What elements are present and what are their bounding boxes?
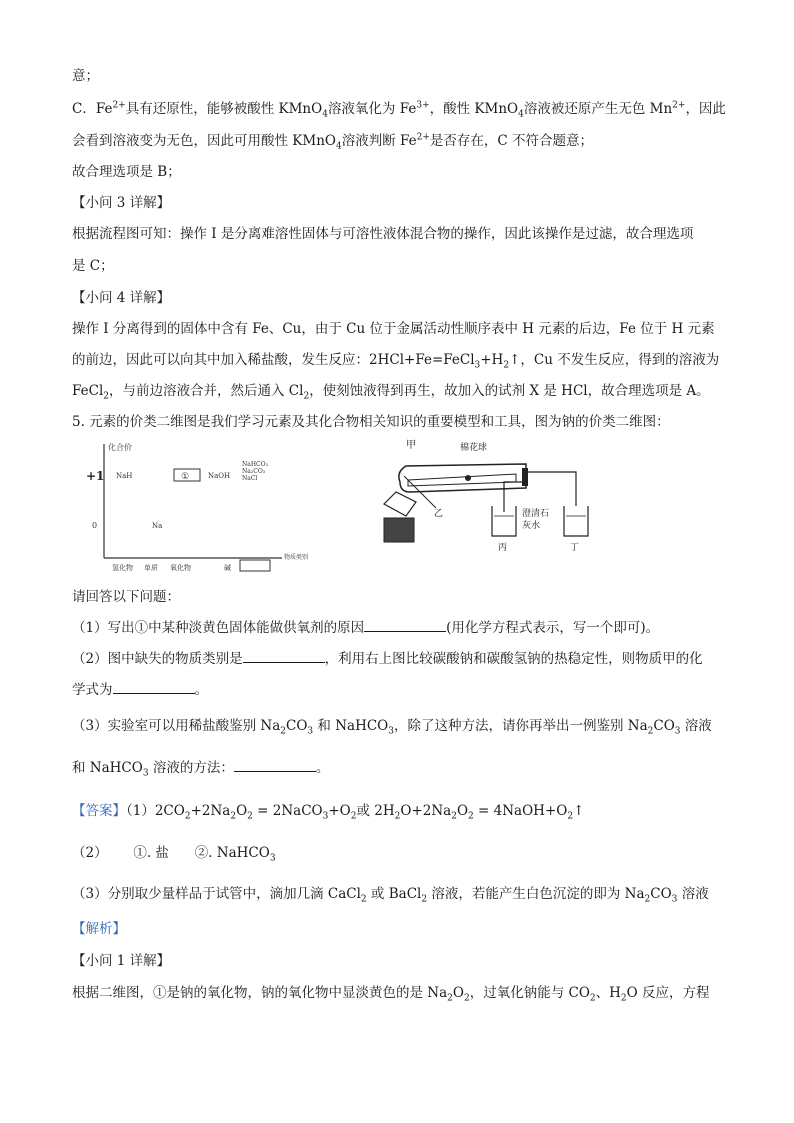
label-yi: 乙 bbox=[434, 509, 444, 519]
valence-class-chart bbox=[82, 436, 309, 576]
label-jia: 甲 bbox=[406, 440, 416, 451]
x-cat-2: 单质 bbox=[144, 564, 158, 572]
question-1: （1）写出①中某种淡黄色固体能做供氧剂的原因 (用化学方程式表示，写一个即可)。 bbox=[72, 620, 660, 636]
question-3: （3）实验室可以用稀盐酸鉴别 $Na_2CO_3$ 和 NaHCO$_3$，除了这种方法，请你再举出一例鉴别 $Na_2CO_3$ 溶液 bbox=[72, 718, 712, 737]
section-heading: 【小问 1 详解】 bbox=[72, 953, 171, 969]
label-ding: 丁 bbox=[570, 543, 580, 553]
y-axis-label: 化合价 bbox=[108, 443, 132, 452]
answer-blank[interactable] bbox=[243, 650, 325, 663]
text-line: FeCl$_2$，与前边溶液合并，然后通入 $Cl_2$，使刻蚀液得到再生，故加入的试剂 X 是 HCl，故合理选项是 A。 bbox=[72, 383, 710, 402]
text-line: 的前边，因此可以向其中加入稀盐酸，发生反应：$2HCl+Fe=FeCl_3+H_2↑$，Cu 不发生反应，得到的溶液为 bbox=[72, 352, 720, 371]
question-2: （2）图中缺失的物质类别是 ，利用右上图比较碳酸钠和碳酸氢钠的热稳定性，则物质甲的化 bbox=[72, 651, 703, 667]
label-nah: NaH bbox=[116, 472, 133, 480]
missing-category-box bbox=[240, 560, 270, 571]
text-line: 操作 I 分离得到的固体中含有 Fe、Cu，由于 Cu 位于金属活动性顺序表中 H 元素的后边，Fe 位于 H 元素 bbox=[72, 321, 715, 337]
text-line: 故合理选项是 B； bbox=[72, 164, 181, 180]
question-3-cont: 和 NaHCO$_3$ 溶液的方法： 。 bbox=[72, 760, 330, 779]
label-nahco3: NaHCO₃ bbox=[242, 461, 268, 468]
tick-zero: 0 bbox=[92, 521, 98, 530]
answer-tag: 【答案】 bbox=[72, 803, 126, 819]
text-line: 意； bbox=[72, 68, 99, 84]
answer-blank[interactable] bbox=[113, 681, 195, 694]
section-heading: 【小问 4 详解】 bbox=[72, 290, 171, 306]
label-na2co3: Na₂CO₃ bbox=[242, 468, 266, 475]
label-nacl: NaCl bbox=[242, 475, 258, 482]
tick-plus-one: +1 bbox=[86, 469, 105, 483]
x-cat-1: 氢化物 bbox=[112, 564, 133, 572]
x-cat-3: 氧化物 bbox=[170, 564, 191, 572]
apparatus-figure bbox=[376, 436, 606, 576]
analysis-tag: 【解析】 bbox=[72, 921, 126, 937]
answer-3: （3）分别取少量样品于试管中，滴加几滴 CaCl$_2$ 或 BaCl$_2$ 溶液，若能产生白色沉淀的即为 $Na_2CO_3$ 溶液 bbox=[72, 886, 709, 905]
text-line: C．$Fe^{2+}$具有还原性，能够被酸性 KMnO$_4$溶液氧化为 $Fe^{3+}$，酸性 KMnO$_4$溶液被还原产生无色 $Mn^{2+}$，因此 bbox=[72, 100, 726, 120]
question-2-cont: 学式为 。 bbox=[72, 682, 208, 698]
question-5: 5. 元素的价类二维图是我们学习元素及其化合物相关知识的重要模型和工具，图为钠的价类二维图： bbox=[72, 414, 670, 430]
x-cat-4: 碱 bbox=[224, 564, 231, 572]
text-line: 根据流程图可知：操作 I 是分离难溶性固体与可溶性液体混合物的操作，因此该操作是过滤，故合理选项 bbox=[72, 226, 694, 242]
answer-1: 【答案】$(1)2CO_2+2Na_2O_2$ = $2NaCO_3+O_2$或 $2H_2O+2Na_2O_2$ = $4NaOH+O_2↑$ bbox=[72, 803, 585, 822]
answer-2: （2） ①. 盐 ②. NaHCO$_3$ bbox=[72, 845, 276, 864]
text-line: 请回答以下问题： bbox=[72, 589, 180, 605]
text-line: 是 C； bbox=[72, 258, 114, 274]
x-axis-label: 物质类别 bbox=[284, 554, 309, 561]
answer-blank[interactable] bbox=[234, 759, 316, 772]
label-lime-2: 灰水 bbox=[522, 521, 541, 531]
text-line: 会看到溶液变为无色，因此可用酸性 KMnO$_4$溶液判断 $Fe^{2+}$是否存在，C 不符合题意； bbox=[72, 132, 594, 152]
label-na: Na bbox=[152, 522, 163, 530]
circle-one: ① bbox=[181, 472, 190, 482]
section-heading: 【小问 3 详解】 bbox=[72, 195, 171, 211]
text-line: 根据二维图，①是钠的氧化物，钠的氧化物中显淡黄色的是 $Na_2O_2$，过氧化钠能与 $CO_2$、$H_2O$ 反应，方程 bbox=[72, 985, 710, 1004]
label-cotton: 棉花球 bbox=[460, 443, 488, 453]
label-bing: 丙 bbox=[498, 543, 508, 553]
label-lime-1: 澄清石 bbox=[522, 509, 550, 519]
label-naoh: NaOH bbox=[208, 472, 231, 480]
answer-blank[interactable] bbox=[364, 619, 446, 632]
